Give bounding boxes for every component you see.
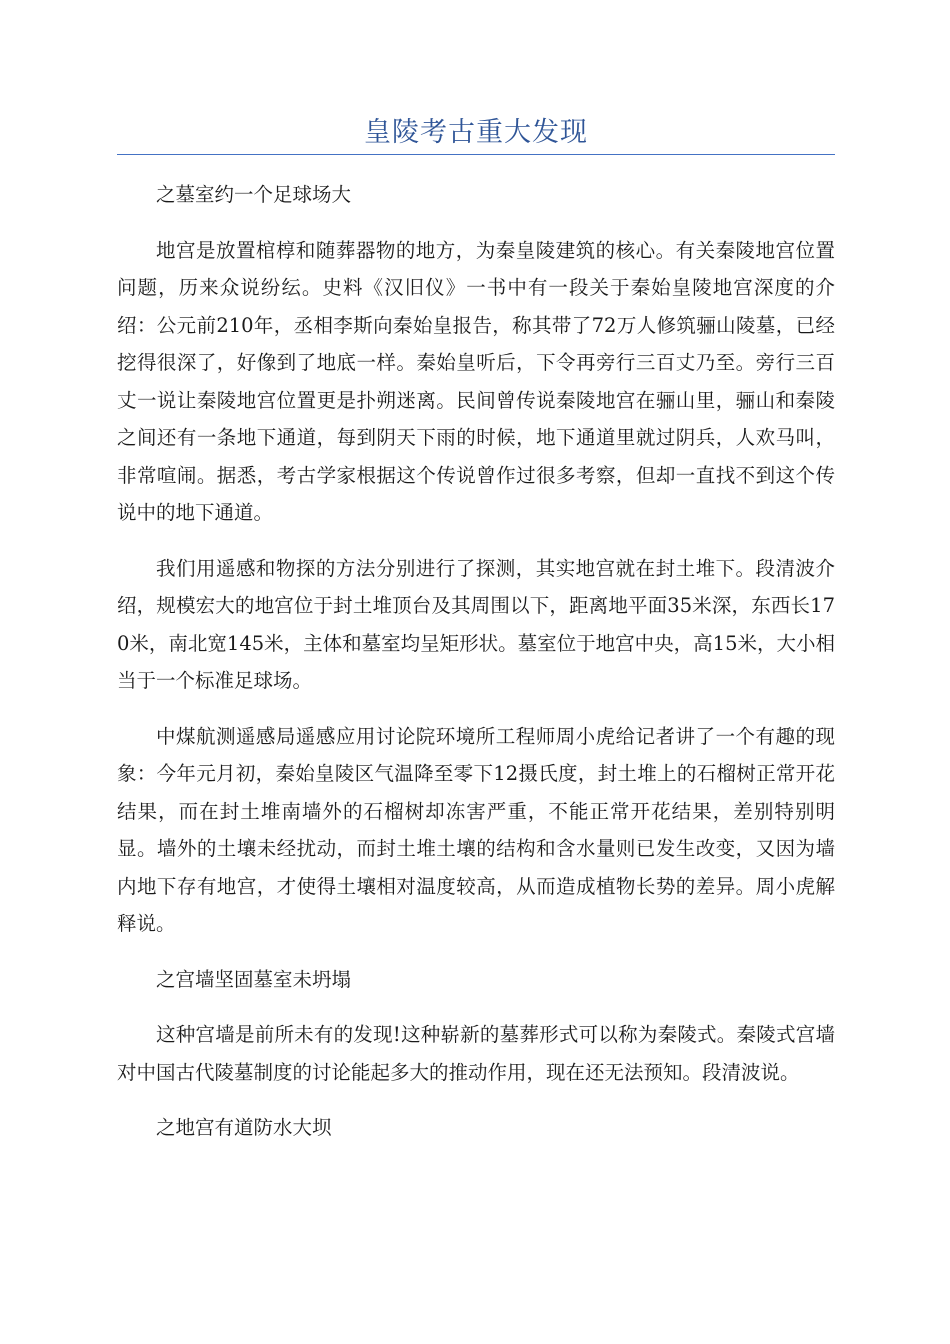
document-title: 皇陵考古重大发现	[364, 117, 588, 148]
paragraph: 我们用遥感和物探的方法分别进行了探测，其实地宫就在封土堆下。段清波介绍，规模宏大的地宫位于封土堆顶台及其周围以下，距离地平面35米深，东西长170米，南北宽145米，主体和墓室均呈矩形状。墓室位于地宫中央，高15米，大小相当于一个标准足球场。	[117, 556, 835, 692]
document-body	[117, 176, 835, 1165]
paragraph: 地宫是放置棺椁和随葬器物的地方，为秦皇陵建筑的核心。有关秦陵地宫位置问题，历来众说纷纭。史料《汉旧仪》一书中有一段关于秦始皇陵地宫深度的介绍：公元前210年，丞相李斯向秦始皇报告，称其带了72万人修筑骊山陵墓，已经挖得很深了，好像到了地底一样。秦始皇听后，下令再旁行三百丈乃至。旁行三百丈一说让秦陵地宫位置更是扑朔迷离。民间曾传说秦陵地宫在骊山里，骊山和秦陵之间还有一条地下通道，每到阴天下雨的时候，地下通道里就过阴兵，人欢马叫，非常喧闹。据悉，考古学家根据这个传说曾作过很多考察，但却一直找不到这个传说中的地下通道。	[117, 238, 835, 524]
section-heading: 之地宫有道防水大坝	[156, 1116, 332, 1139]
paragraph: 中煤航测遥感局遥感应用讨论院环境所工程师周小虎给记者讲了一个有趣的现象：今年元月初，秦始皇陵区气温降至零下12摄氏度，封土堆上的石榴树正常开花结果，而在封土堆南墙外的石榴树却冻害严重，不能正常开花结果，差别特别明显。墙外的土壤未经扰动，而封土堆土壤的结构和含水量则已发生改变，又因为墙内地下存有地宫，才使得土壤相对温度较高，从而造成植物长势的差异。周小虎解释说。	[117, 724, 835, 935]
section-heading: 之宫墙坚固墓室未坍塌	[156, 967, 352, 991]
paragraph: 这种宫墙是前所未有的发现!这种崭新的墓葬形式可以称为秦陵式。秦陵式宫墙对中国古代陵墓制度的讨论能起多大的推动作用，现在还无法预知。段清波说。	[117, 1023, 835, 1084]
section-heading: 之墓室约一个足球场大	[156, 183, 352, 206]
title-underline	[117, 154, 835, 155]
